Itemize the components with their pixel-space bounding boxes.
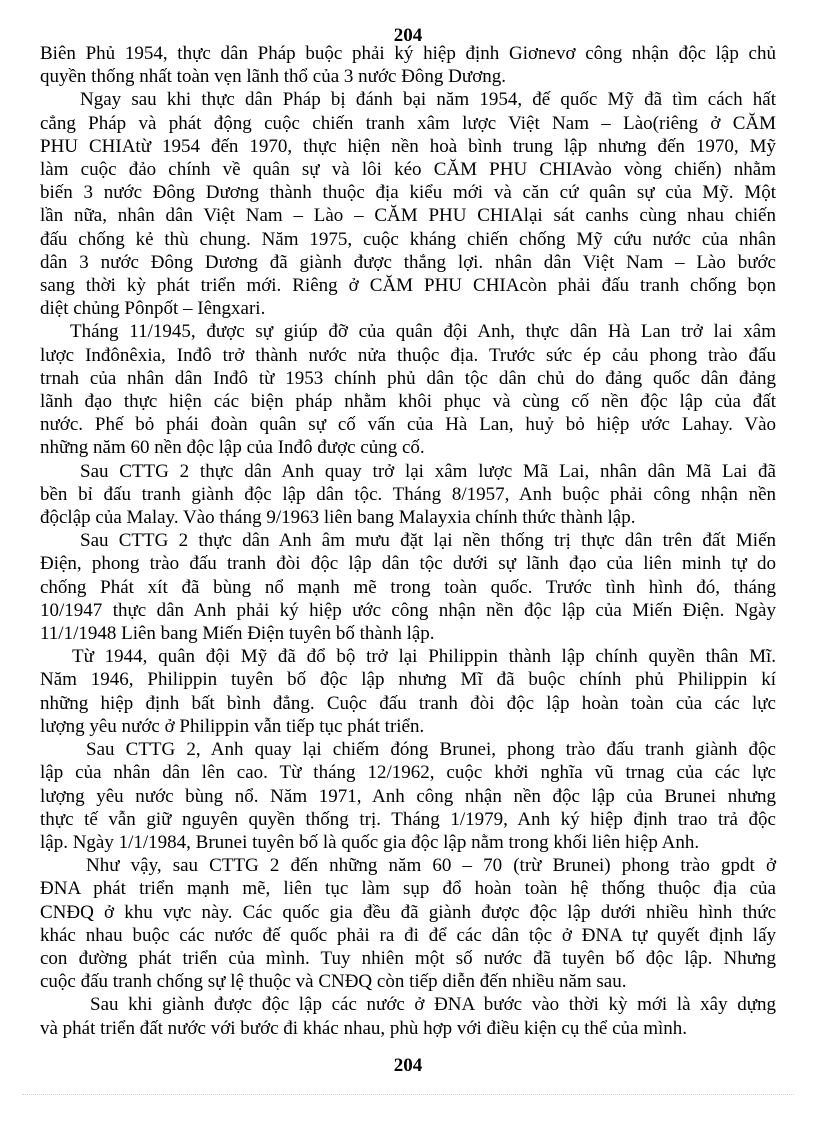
text-line: lược Inđônêxia, Inđô trở thành nước nửa thuộc địa. Trước sức ép cảu phong trào đấu	[40, 344, 776, 366]
text-line: Sau CTTG 2 thực dân Anh quay trở lại xâm lược Mã Lai, nhân dân Mã Lai đã	[80, 460, 776, 482]
text-line: lập. Ngày 1/1/1984, Brunei tuyên bố là quốc gia độc lập nằm trong khối liên hiệp Anh.	[40, 831, 700, 853]
text-line: chống Phát xít đã bùng nổ mạnh mẽ trong toàn quốc. Trước tình hình đó, tháng	[40, 576, 776, 598]
text-line: lượng yêu nước bùng nổ. Năm 1971, Anh công nhận nền độc lập của Brunei nhưng	[40, 785, 776, 807]
text-line: và phát triển đất nước với bước đi khác nhau, phù hợp với điều kiện cụ thể của mình.	[40, 1017, 688, 1039]
text-line: Điện, phong trào đấu tranh đòi độc lập dân tộc dưới sự lãnh đạo của liên minh tự do	[40, 553, 776, 575]
text-line: nước. Phế bỏ phái đoàn quân sự cố vấn của Hà Lan, huỷ bỏ hiệp ước Lahay. Vào	[40, 414, 776, 436]
text-line: quyền thống nhất toàn vẹn lãnh thổ của 3 nước Đông Dương.	[40, 66, 506, 88]
text-line: Ngay sau khi thực dân Pháp bị đánh bại năm 1954, đế quốc Mỹ đã tìm cách hất	[80, 89, 776, 111]
text-line: thực tế vẫn giữ nguyên quyền thống trị. Tháng 1/1979, Anh ký hiệp định trao trả độc	[40, 808, 776, 830]
text-line: Sau CTTG 2 thực dân Anh âm mưu đặt lại nền thống trị thực dân trên đất Miến	[80, 530, 776, 552]
text-line: Tháng 11/1945, được sự giúp đỡ của quân đội Anh, thực dân Hà Lan trở lai xâm	[70, 321, 776, 343]
text-line: sang thời kỳ phát triển mới. Riêng ở CĂM PHU CHIAcòn phải đấu tranh chống bọn	[40, 275, 776, 297]
text-line: lãnh đạo thực hiện các biện pháp nhằm khôi phục và cùng cố nền độc lập của đất	[40, 391, 776, 413]
text-line: độclập của Malay. Vào tháng 9/1963 liên bang Malayxia chính thức thành lập.	[40, 507, 636, 529]
text-line: biến 3 nước Đông Dương thành thuộc địa kiểu mới và căn cứ quân sự của Mỹ. Một	[40, 182, 776, 204]
text-line: lập của nhân dân lên cao. Từ tháng 12/1962, cuộc khởi nghĩa vũ trnag của các lực	[40, 762, 776, 784]
text-line: trnah của nhân dân Inđô từ 1953 chính phủ dân tộc dân chủ do đảng quốc dân đảng	[40, 367, 776, 389]
text-line: làm cuộc đảo chính về quân sự và lôi kéo CĂM PHU CHIAvào vòng chiến) nhằm	[40, 159, 776, 181]
text-line: cẳng Pháp và phát động cuộc chiến tranh xâm lược Việt Nam – Lào(riêng ở CĂM	[40, 112, 776, 134]
paragraph	[40, 645, 776, 738]
paragraph	[40, 42, 776, 88]
text-line: những năm 60 nền độc lập của Inđô được củng cố.	[40, 437, 425, 459]
text-line: lượng yêu nước ở Philippin vẫn tiếp tục phát triển.	[40, 715, 425, 737]
paragraph	[40, 854, 776, 993]
text-line: Biên Phủ 1954, thực dân Pháp buộc phải ký hiệp định Giơnevơ công nhận độc lập chủ	[40, 43, 776, 64]
text-line: đấu chống kẻ thù chung. Năm 1975, cuộc kháng chiến chống Mỹ cứu nước của nhân	[40, 228, 776, 250]
text-line: con đường phát triển của mình. Tuy nhiên một số nước đã tuyên bố độc lập. Nhưng	[40, 947, 776, 969]
paragraph	[40, 460, 776, 530]
text-line: khác nhau buộc các nước đế quốc phải ra đi để các dân tộc ở ĐNA tự quyết định lấy	[40, 924, 776, 946]
text-line: diệt chủng Pônpốt – Iêngxari.	[40, 298, 266, 320]
page-number-top: 204	[393, 25, 423, 46]
text-line: Năm 1946, Philippin tuyên bố độc lập nhưng Mĩ đã buộc chính phủ Philippin kí	[40, 669, 776, 691]
text-line: 11/1/1948 Liên bang Miến Điện tuyên bố thành lập.	[40, 623, 435, 645]
text-line: lần nữa, nhân dân Việt Nam – Lào – CĂM PHU CHIAlại sát canhs cùng nhau chiến	[40, 205, 776, 227]
paragraph	[40, 320, 776, 459]
text-line: Sau khi giành được độc lập các nước ở ĐNA bước vào thời kỳ mới là xây dựng	[90, 994, 776, 1016]
text-line: 10/1947 thực dân Anh phải ký hiệp ước công nhận nền độc lập của Miến Điện. Ngày	[40, 599, 776, 621]
text-line: PHU CHIAtừ 1954 đến 1970, thực hiện nền hoà bình trung lập nhưng đến 1970, Mỹ	[40, 135, 776, 157]
text-line: Từ 1944, quân đội Mỹ đã đổ bộ trở lại Philippin thành lập chính quyền thân Mĩ.	[72, 646, 776, 668]
text-line: ĐNA phát triển mạnh mẽ, liên tục làm sụp đổ hoàn toàn hệ thống thuộc địa của	[40, 878, 776, 900]
paragraph	[40, 88, 776, 320]
paragraph	[40, 738, 776, 854]
paragraph	[40, 529, 776, 645]
paragraph	[40, 993, 776, 1039]
text-line: Sau CTTG 2, Anh quay lại chiếm đóng Brunei, phong trào đấu tranh giành độc	[86, 739, 776, 761]
body-text	[40, 42, 776, 1040]
text-line: dân 3 nước Đông Dương đã giành được thắng lợi. nhân dân Việt Nam – Lào bước	[40, 251, 776, 273]
text-line: cuộc đấu tranh chống sự lệ thuộc và CNĐQ còn tiếp diễn đến nhiều năm sau.	[40, 971, 627, 993]
page-number-bottom: 204	[393, 1055, 423, 1076]
text-line: những hiệp định bất bình đẳng. Cuộc đấu tranh đòi độc lập hoàn toàn của các lực	[40, 692, 776, 714]
text-line: bền bỉ đấu tranh giành độc lập dân tộc. Tháng 8/1957, Anh buộc phải công nhận nền	[40, 483, 776, 505]
text-line: Như vậy, sau CTTG 2 đến những năm 60 – 70 (trừ Brunei) phong trào gpdt ở	[86, 855, 776, 877]
text-line: CNĐQ ở khu vực này. Các quốc gia đều đã giành được độc lập dưới nhiều hình thức	[40, 901, 776, 923]
footer-divider	[22, 1094, 794, 1095]
